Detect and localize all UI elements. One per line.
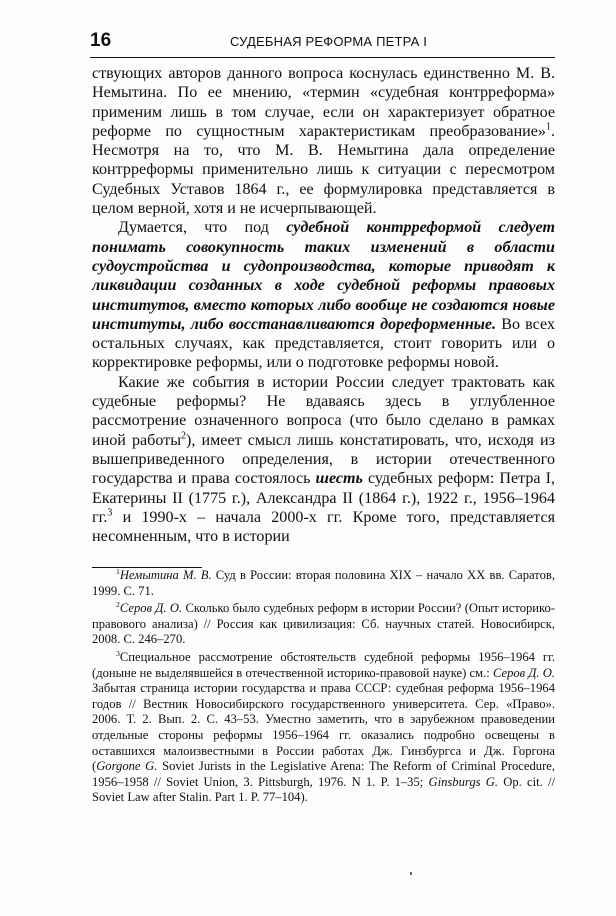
footnote-ref-3: 3 [107, 507, 113, 519]
body-text [92, 64, 555, 546]
six-emphasis: шесть [315, 470, 363, 488]
running-title: СУДЕБНАЯ РЕФОРМА ПЕТРА I [230, 34, 428, 49]
footnote-ref-1: 1 [545, 121, 551, 133]
paragraph-2: Думается, что под судебной контрреформой следует понимать совокупность таких изменений в области судоустройства и судопроизводства, которые приводят к ликвидации созданных в ходе судебной реформы правовых институтов, вместо которых либо вообще не создаются новые институты, либо восстанавливаются дореформенные. Во всех остальных случаях, как представляется, стоит говорить или о корректировке реформы, или о подготовке реформы новой. [92, 219, 556, 372]
paragraph-3: Какие же события в истории России следует трактовать как судебные реформы? Не вдаваясь здесь в углубленное рассмотрение означенного вопроса (что было сделано в рамках иной работы$^2$), имеет смысл лишь констатировать, что, исходя из вышеприведенного определения, в истории отечественного государства и права состоялось шесть судебных реформ: Петра I, Екатерины II (1775 г.), Александра II (1864 г.), 1922 г., 1956–1964 гг.$^3$ и 1990-х – начала 2000-х гг. Кроме того, представляется несомненным, что в истории [92, 373, 555, 546]
paragraph-1: ствующих авторов данного вопроса коснулась единственно М. В. Немытина. По ее мнению, «термин «судебная контрреформа» применим лишь в том случае, если он характеризует обратное реформе по сущностным характеристикам преобразование»$^1$. Несмотря на то, что М. В. Немытина дала определение контрреформы применительно лишь к ситуации с пересмотром Судебных Уставов 1864 г., ее формулировка представляется в целом верной, хотя и не исчерпывающей. [92, 65, 555, 218]
page-header [90, 30, 555, 54]
header-rule [90, 57, 555, 58]
footnote-2: $^2$Серов Д. О. Сколько было судебных реформ в истории России? (Опыт историко-правового анализа) // Россия как цивилизация: Сб. научных статей. Новосибирск, 2008. С. 246–270. [92, 600, 556, 647]
footnote-1: $^1$Немытина М. В. Суд в России: вторая половина XIX – начало XX вв. Саратов, 1999. С. 71. [92, 566, 555, 598]
scan-speck [410, 872, 412, 875]
definition-emphasis: судебной контрреформой следует понимать совокупность таких изменений в области судоустройства и судопроизводства, которые приводят к ликвидации созданных в ходе судебной реформы правовых институтов, вместо которых либо вообще не создаются новые институты, либо восстанавливаются дореформенные. [92, 219, 555, 333]
footnotes [92, 568, 555, 806]
footnote-3: $^3$Специальное рассмотрение обстоятельств судебной реформы 1956–1964 гг. (доныне не выделявшейся в отечественной историко-правовой науке) см.: Серов Д. О. Забытая страница истории государства и права СССР: судебная реформа 1956–1964 годов // Вестник Новосибирского государственного университета. Сер. «Право». 2006. Т. 2. Вып. 2. С. 43–53. Уместно заметить, что в зарубежном правоведении отдельные стороны реформы 1956–1964 гг. оказались подробно освещены в оставшихся малоизвестными в России работах Дж. Гинзбургса и Дж. Горгона (Gorgone G. Soviet Jurists in the Legislative Arena: The Reform of Criminal Procedure, 1956–1958 // Soviet Union, 3. Pittsburgh, 1976. N 1. P. 1–35; Ginsburgs G. Op. cit. // Soviet Law after Stalin. Part 1. P. 77–104). [92, 648, 556, 805]
footnote-ref-2: 2 [181, 430, 187, 442]
page-number: 16 [90, 30, 112, 51]
